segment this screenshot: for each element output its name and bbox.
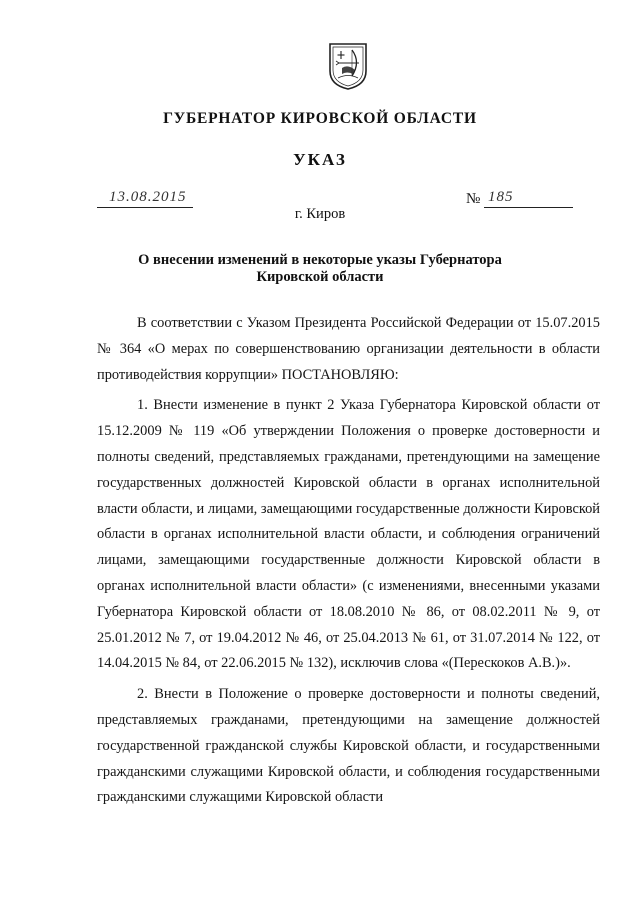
subject-line-2: Кировской области [256,269,384,285]
document-body [97,311,600,816]
paragraph-preamble: В соответствии с Указом Президента Российской Федерации от 15.07.2015 № 364 «О мерах по совершенствованию организации деятельности в области противодействия коррупции» ПОСТАНОВЛЯЮ: [97,315,600,383]
document-type: УКАЗ [293,150,347,169]
authority-title: ГУБЕРНАТОР КИРОВСКОЙ ОБЛАСТИ [163,110,477,127]
document-subject [0,252,640,286]
city-name: г. Киров [294,206,346,222]
paragraph-item-2: 2. Внести в Положение о проверке достоверности и полноты сведений, представляемых гражданами, претендующими на замещение должностей государственной гражданской службы Кировской области, и государственными гражданскими служащими Кировской области, и соблюдения государственными гражданскими служащими Кировской области [97,686,600,806]
number-value: 185 [488,189,514,205]
coat-of-arms-icon [328,40,368,90]
number-label: № [466,191,481,207]
date-value: 13.08.2015 [109,189,187,205]
paragraph-item-1: 1. Внести изменение в пункт 2 Указа Губернатора Кировской области от 15.12.2009 № 119 «Об утверждении Положения о проверке достоверности и полноты сведений, представляемых гражданами, претендующими на замещение государственных должностей Кировской области в органах исполнительной власти области, и лицами, замещающими государственные должности Кировской области в органах исполнительной власти области, и соблюдения ограничений лицами, замещающими государственные должности Кировской области в органах исполнительной власти области» (с изменениями, внесенными указами Губернатора Кировской области от 18.08.2010 № 86, от 08.02.2011 № 9, от 25.01.2012 № 7, от 19.04.2012 № 46, от 25.04.2013 № 61, от 31.07.2014 № 122, от 14.04.2015 № 84, от 22.06.2015 № 132), исключив слова «(Перескоков А.В.)». [97,397,600,672]
subject-line-1: О внесении изменений в некоторые указы Губернатора [138,252,502,268]
